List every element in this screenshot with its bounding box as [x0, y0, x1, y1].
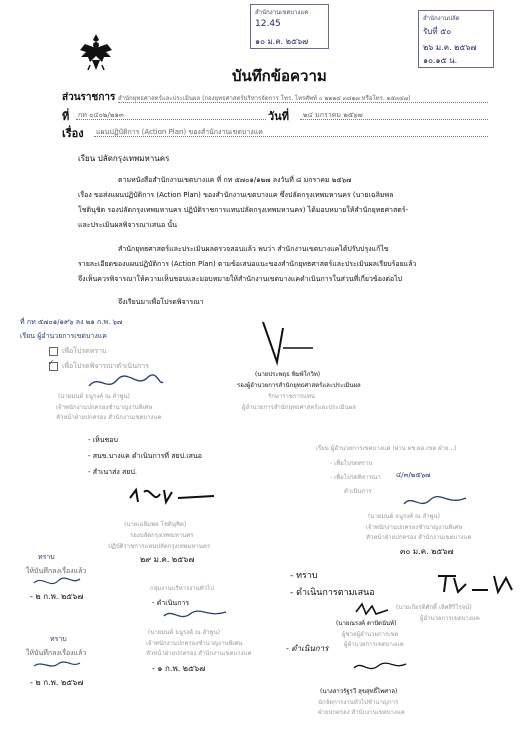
para2-line: รายละเอียดของแผนปฏิบัติการ (Action Plan) ตามข้อเสนอแนะของสำนักยุทธศาสตร์และประเมินผลเรียบร้อยแล้ว	[78, 260, 417, 268]
subject-value: แผนปฏิบัติการ (Action Plan) ของสำนักงานเขตบางแค	[96, 128, 263, 136]
subject-label: เรื่อง	[62, 127, 84, 140]
deputy-name: (นายเฉลิมพล โชตินุชิต)	[124, 521, 187, 528]
routing-right-to: เรียน ผู้อำนวยการเขตบางแค (ผ่าน ผช.ผอ.เขต ฝ่าย...)	[316, 445, 457, 452]
signature-mid-block	[160, 606, 230, 624]
routing-right-signer-pos2: หัวหน้าฝ่ายปกครอง สำนักงานเขตบางแค	[366, 534, 472, 541]
stamp-right-line3: ๒๖ ม.ค. ๒๕๖๗	[423, 43, 477, 52]
main-signer-pos1: รองผู้อำนวยการสำนักยุทธศาสตร์และประเมินผล	[237, 382, 361, 389]
margin-note-a1: ทราบ	[38, 553, 55, 561]
closing-line: จึงเรียนมาเพื่อโปรดพิจารณา	[118, 298, 204, 306]
ref-underline	[76, 119, 266, 120]
mid-block-name: (นายมนต์ ธนูรงค์ ณ ลำพูน)	[148, 629, 220, 636]
signature-deputy	[126, 484, 216, 508]
mid-block-pos2: หัวหน้าฝ่ายปกครอง สำนักงานเขตบางแค	[146, 650, 252, 657]
mid-block-to: กลุ่มงานบริหารงานทั่วไป	[150, 585, 214, 592]
margin-note-b1: ทราบ	[50, 635, 67, 643]
signature-director	[432, 570, 522, 596]
main-signer-name: (นายประพฤธ พิมพ์โกวิท)	[255, 371, 321, 378]
para2-line: จึงเห็นควรพิจารณาให้ความเห็นชอบและมอบหมายให้สำนักงานเขตบางแคดำเนินการในส่วนที่เกี่ยวข้องต่อไป	[78, 275, 403, 283]
mid-block-action: - ดำเนินการ	[152, 599, 190, 607]
routing-right-signer-name: (นายมนต์ ธนูรงค์ ณ ลำพูน)	[368, 513, 440, 520]
para1-line: และประเมินผลพิจารณาเสนอ นั้น	[78, 221, 177, 229]
staff-pos2: ฝ่ายปกครอง สำนักงานเขตบางแค	[318, 709, 405, 716]
option-for-info: เพื่อโปรดทราบ	[62, 347, 107, 355]
stamp-right-line4: ๑๐.๑๕ น.	[423, 56, 458, 65]
right-block-line1: - ทราบ	[290, 571, 318, 581]
garuda-emblem	[78, 32, 114, 72]
routing-right-date: ๓๐ ม.ค. ๒๕๖๗	[400, 547, 454, 556]
order-line2: - สนข.บางแค ดำเนินการที่ สยป.เสนอ	[88, 452, 202, 460]
checkbox-for-info[interactable]	[49, 347, 58, 356]
para1-line: โชตินุชิต รองปลัดกรุงเทพมหานคร ปฏิบัติราชการแทนปลัดกรุงเทพมหานคร) ได้มอบหมายให้สำนักยุทธศาสตร์-	[78, 206, 409, 214]
para1-line: เรื่อง ขอส่งแผนปฏิบัติการ (Action Plan) ของสำนักงานเขตบางแค ซึ่งปลัดกรุงเทพมหานคร (นายเฉลิมพล	[78, 191, 394, 199]
order-line3: - สำเนาส่ง สยป.	[88, 468, 138, 476]
signature-staff	[350, 658, 410, 676]
margin-note-b3: - ๒ ก.พ. ๒๕๖๗	[30, 678, 84, 687]
receipt-stamp-right	[418, 10, 494, 68]
margin-note-a3: - ๒ ก.พ. ๒๕๖๗	[30, 592, 84, 601]
order-line1: - เห็นชอบ	[88, 436, 118, 444]
signature-assistant	[352, 600, 392, 618]
assistant-name: (นายณรงค์ ดาปัดนันท์)	[336, 620, 397, 627]
signature-margin-a	[32, 575, 82, 589]
director-pos: ผู้อำนวยการเขตบางแค	[420, 615, 480, 622]
check-mark-icon: ✓	[48, 358, 55, 367]
date-underline	[300, 119, 488, 120]
agency-label: ส่วนราชการ	[62, 92, 116, 103]
routing-right-option1: - เพื่อโปรดทราบ	[330, 460, 373, 467]
staff-pos1: นักจัดการงานทั่วไปชำนาญการ	[318, 699, 399, 706]
routing-ref: ที่ กท ๕๗๐๑/๑๙๖ ลง ๒๑ ก.พ. ๖๗	[20, 318, 123, 326]
routing-left-signer-pos2: หัวหน้าฝ่ายปกครอง สำนักงานเขตบางแค	[56, 414, 162, 421]
stamp-right-line2: รับที่ ๕๐	[423, 27, 452, 36]
staff-name: (นางสาวรัฐรวี สุขสุทธิ์ไพศาล)	[320, 688, 398, 695]
main-signer-pos3: ผู้อำนวยการสำนักยุทธศาสตร์และประเมินผล	[242, 404, 356, 411]
stamp-left-line3: ๑๐ ม.ค. ๒๕๖๗	[255, 37, 309, 46]
signature-main	[255, 318, 315, 366]
para1-line: ตามหนังสือสำนักงานเขตบางแค ที่ กท ๕๗๐๑/๑๒๗ ลงวันที่ ๘ มกราคม ๒๕๖๗	[118, 176, 352, 184]
routing-left-signer-name: (นายมนต์ ธนูรงค์ ณ ลำพูน)	[58, 393, 130, 400]
option-for-action: เพื่อโปรดพิจารณาดำเนินการ	[62, 362, 149, 370]
memo-title: บันทึกข้อความ	[232, 67, 327, 85]
margin-note-b2: ให้บันทึกลงเรื่องแล้ว	[26, 649, 87, 657]
routing-to: เรียน ผู้อำนวยการเขตบางแค	[20, 332, 107, 340]
main-signer-pos2: รักษาราชการแทน	[268, 393, 315, 400]
margin-note-a2: ให้บันทึกลงเรื่องแล้ว	[26, 567, 87, 575]
stamp-left-line1: สำนักงานเขตบางแค	[255, 9, 309, 16]
mid-block-date: - ๑ ก.พ. ๒๕๖๗	[152, 664, 206, 673]
deputy-pos2: ปฏิบัติราชการแทนปลัดกรุงเทพมหานคร	[108, 543, 211, 550]
ref-value: กท ๐๔๐๒/๒๑๓	[78, 111, 124, 119]
para2-line: สำนักยุทธศาสตร์และประเมินผลตรวจสอบแล้ว พบว่า สำนักงานเขตบางแคได้ปรับปรุงแก้ไข	[118, 245, 389, 253]
stamp-right-line1: สำนักงานปลัด	[423, 15, 460, 22]
salutation: เรียน ปลัดกรุงเทพมหานคร	[78, 154, 170, 163]
subject-underline	[94, 136, 488, 137]
mid-block-pos1: เจ้าพนักงานปกครองชำนาญงานพิเศษ	[146, 640, 243, 647]
deputy-pos1: รองปลัดกรุงเทพมหานคร	[130, 532, 194, 539]
director-name: (นายเกียรติศักดิ์ เลิศสิริโรจน์)	[396, 604, 472, 611]
stamp-left-line2: 12.45	[255, 19, 281, 29]
date-value: ๒๔ มกราคม ๒๕๖๗	[303, 111, 363, 119]
right-block-line2: - ดำเนินการตามเสนอ	[290, 588, 375, 598]
routing-right-signer-pos1: เจ้าพนักงานปกครองชำนาญงานพิเศษ	[366, 524, 463, 531]
right-block-handwrite: - ดำเนินการ	[286, 644, 329, 653]
routing-right-option2: - เพื่อโปรดพิจารณา	[330, 474, 381, 481]
assistant-pos1: ผู้ช่วยผู้อำนวยการเขต	[342, 631, 399, 638]
ref-label: ที่	[62, 110, 70, 123]
assistant-pos2: ผู้อำนวยการเขตบางแค	[344, 641, 404, 648]
routing-right-sign-note: ๔/๓/๒๕๖๗	[396, 471, 431, 479]
agency-value: สำนักยุทธศาสตร์และประเมินผล (กองยุทธศาสตร์บริหารจัดการ โทร. ไทรศัพท์ ๐ ๒๒๒๔ ๓๘๑๗ หรือโทร. ๑๕๓๔๗)	[118, 95, 411, 102]
receipt-stamp-left	[250, 4, 329, 49]
signature-margin-b	[32, 658, 82, 672]
routing-right-option3: ดำเนินการ	[344, 488, 372, 495]
date-label: วันที่	[268, 110, 289, 123]
deputy-date: ๒๙ ม.ค. ๒๕๖๗	[140, 555, 195, 564]
agency-underline	[118, 102, 488, 103]
routing-left-signer-pos1: เจ้าพนักงานปกครองชำนาญงานพิเศษ	[56, 404, 153, 411]
signature-routing-right	[400, 492, 470, 512]
